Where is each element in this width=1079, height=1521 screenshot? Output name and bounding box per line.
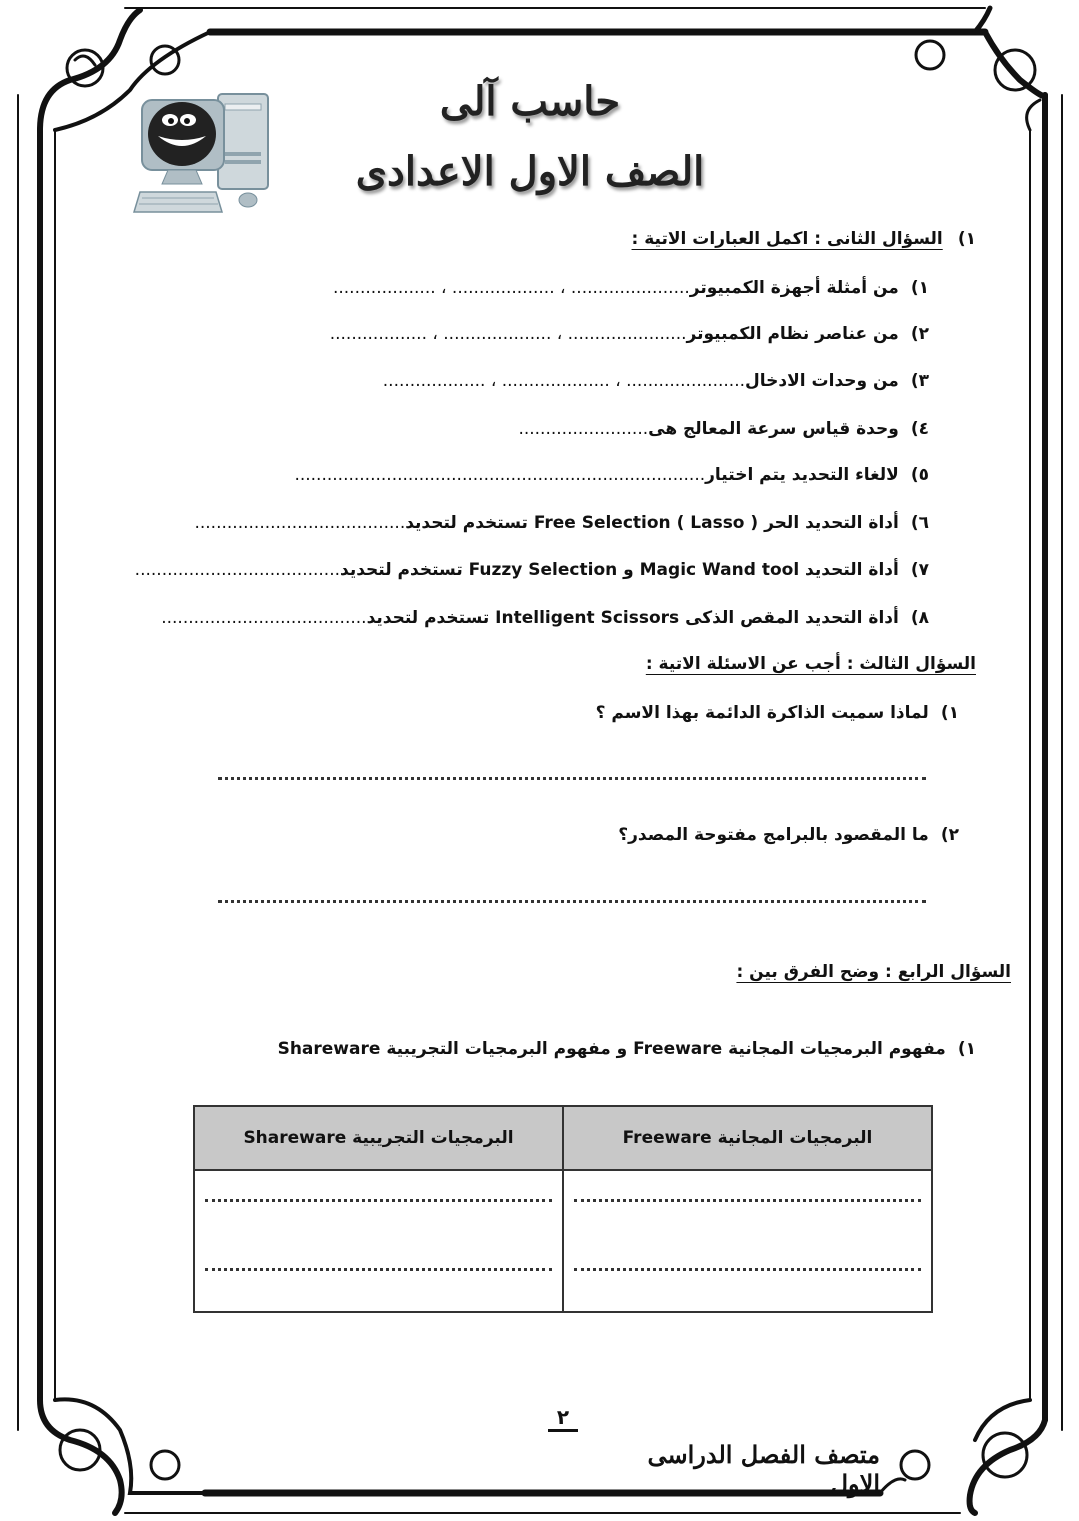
fill-item: ٦)أداة التحديد الحر ( Lasso ) Free Selection تستخدم لتحديد....................................... <box>194 513 929 533</box>
fill-item: ٤)وحدة قياس سرعة المعالج هى........................ <box>518 419 929 439</box>
page-number: ٢ <box>548 1405 578 1432</box>
table-row <box>194 1170 932 1312</box>
freeware-answer-cell[interactable] <box>563 1170 932 1312</box>
fill-item: ٣)من وحدات الادخال...................... ، .................... ، ................... <box>382 371 929 391</box>
blank-field[interactable]: ...................... ، .................... ، ................... <box>382 371 746 391</box>
answer-line[interactable] <box>205 1199 552 1202</box>
fill-item: ٥)لالغاء التحديد يتم اختيار............................................................................ <box>294 465 929 485</box>
fill-item: ٨)أداة التحديد المقص الذكى Intelligent Scissors تستخدم لتحديد...................................... <box>161 608 929 628</box>
section3-title: السؤال الثالث : أجب عن الاسئلة الاتية : <box>645 654 976 674</box>
answer-line[interactable] <box>574 1268 921 1271</box>
footer-label: متصف الفصل الدراسى الاول <box>647 1440 880 1498</box>
shareware-answer-cell[interactable] <box>194 1170 563 1312</box>
comparison-item: ١)مفهوم البرمجيات المجانية Freeware و مفهوم البرمجيات التجريبية Shareware <box>277 1039 976 1059</box>
fill-item: ٢)من عناصر نظام الكمبيوتر...................... ، .................... ، .................. <box>329 324 929 344</box>
table-header-row <box>194 1106 932 1170</box>
computer-mascot-icon <box>130 92 280 217</box>
answer-line[interactable] <box>574 1199 921 1202</box>
blank-field[interactable]: ...................................... <box>161 608 367 628</box>
fill-item: ٧)أداة التحديد Magic Wand tool و Fuzzy Selection تستخدم لتحديد...................................... <box>134 560 929 580</box>
subject-title: حاسب آلى <box>439 78 621 125</box>
freeware-header: البرمجيات المجانية Freeware <box>563 1106 932 1170</box>
answer-line[interactable] <box>218 777 926 780</box>
section2-title: السؤال الثانى : اكمل العبارات الاتية : <box>631 229 943 249</box>
blank-field[interactable]: ....................................... <box>194 513 406 533</box>
question-item: ١)لماذا سميت الذاكرة الدائمة بهذا الاسم ؟ <box>595 703 959 723</box>
answer-line[interactable] <box>205 1268 552 1271</box>
shareware-header: البرمجيات التجريبية Shareware <box>194 1106 563 1170</box>
section2-number: ١) <box>957 229 976 249</box>
fill-item: ١)من أمثلة أجهزة الكمبيوتر...................... ، ................... ، ................... <box>332 278 929 298</box>
section4-title: السؤال الرابع : وضح الفرق بين : <box>736 962 1011 982</box>
blank-field[interactable]: ........................ <box>518 419 649 439</box>
answer-line[interactable] <box>218 900 926 903</box>
question-item: ٢)ما المقصود بالبرامج مفتوحة المصدر؟ <box>618 825 959 845</box>
grade-title: الصف الاول الاعدادى <box>355 148 705 195</box>
blank-field[interactable]: ...................................... <box>134 560 341 580</box>
section2-heading <box>632 229 976 249</box>
comparison-table <box>193 1105 933 1313</box>
blank-field[interactable]: ...................... ، .................... ، .................. <box>329 324 687 344</box>
blank-field[interactable]: ...................... ، ................... ، ................... <box>332 278 690 298</box>
blank-field[interactable]: ............................................................................ <box>294 465 706 485</box>
